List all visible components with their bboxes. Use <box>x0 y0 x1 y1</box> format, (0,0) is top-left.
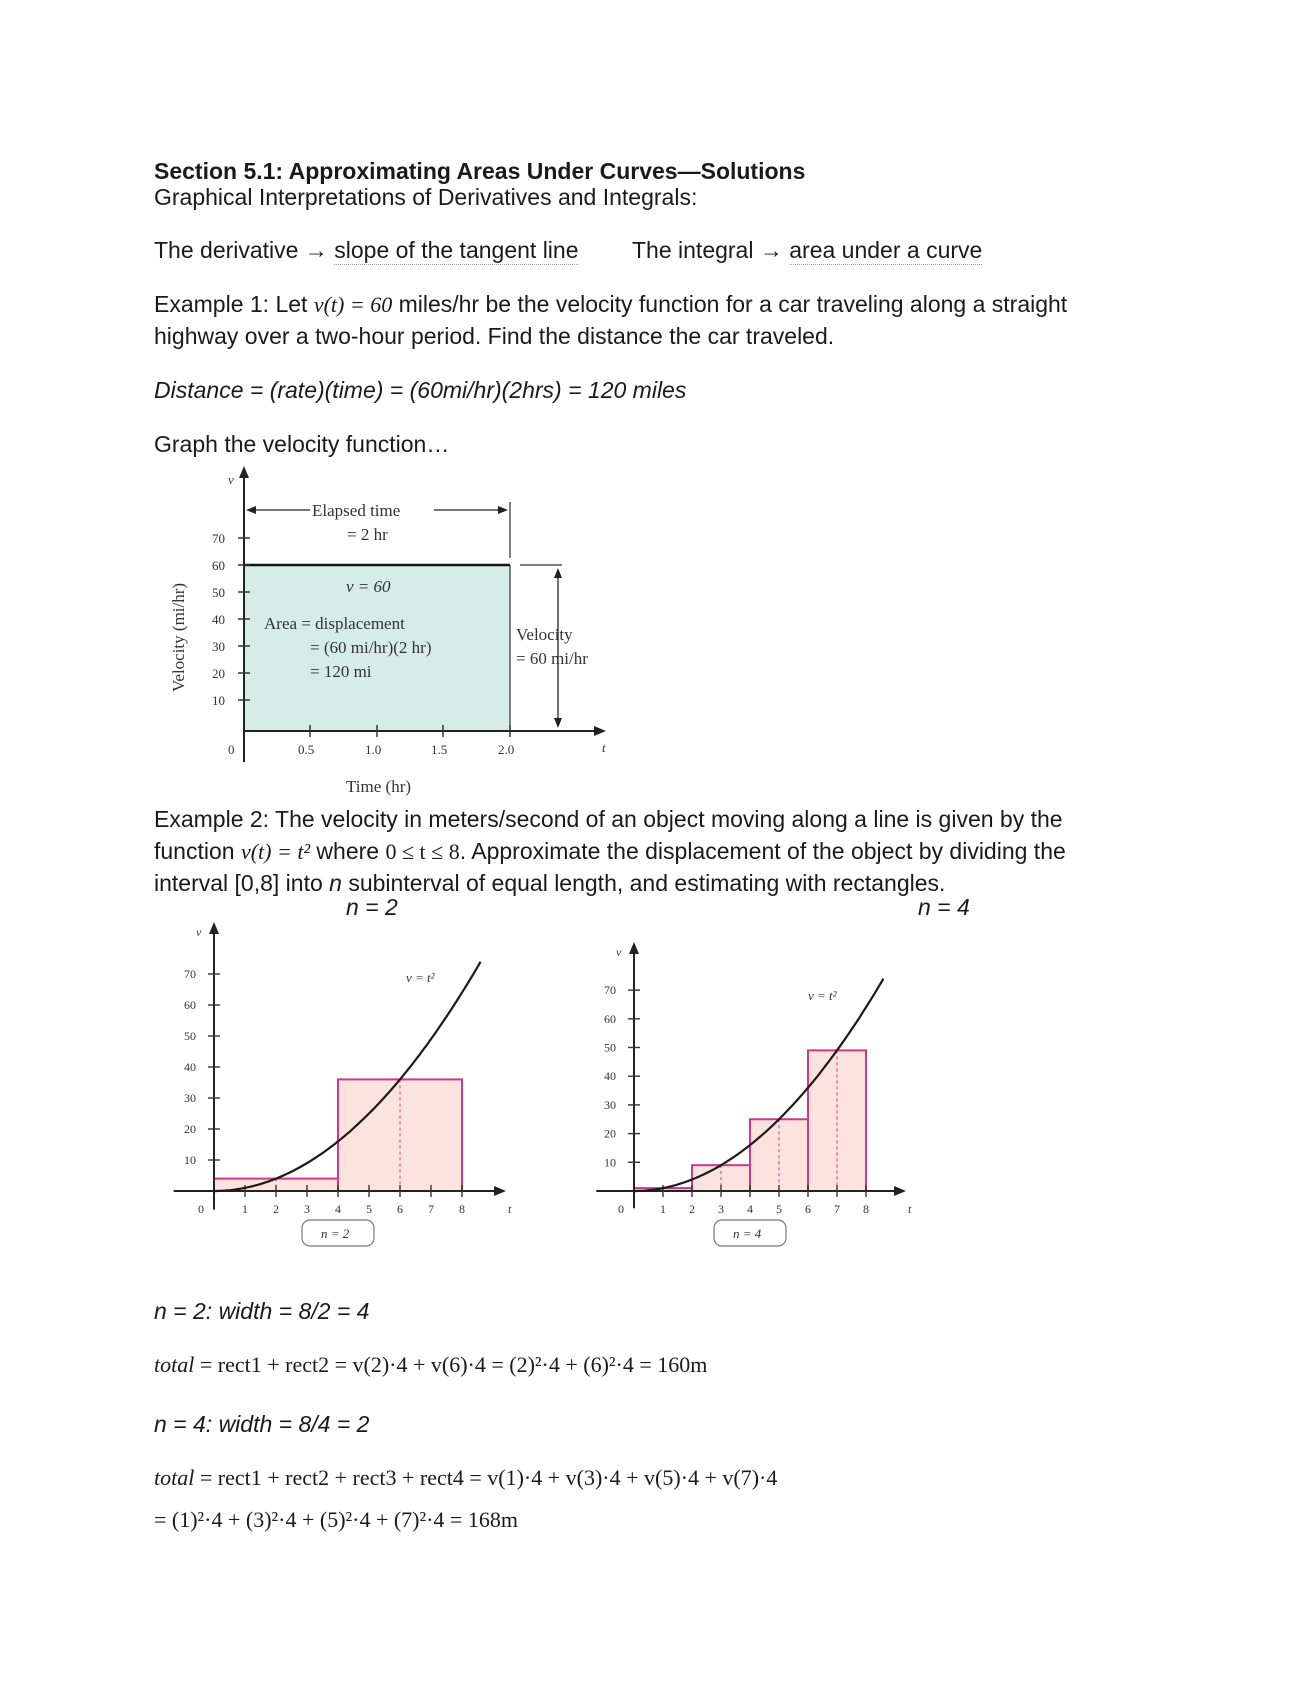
riemann-rect <box>808 1050 866 1191</box>
riemann-chart-n2 <box>168 918 528 1263</box>
n4-total-rhs: = rect1 + rect2 + rect3 + rect4 = v(1)·4 + v(3)·4 + v(5)·4 + v(7)·4 <box>194 1465 778 1490</box>
x-axis-arrow <box>594 726 606 736</box>
example2-text-c: . Approximate the displacement of the object by dividing the <box>459 838 1066 864</box>
example1-line2: highway over a two-hour period. Find the distance the car traveled. <box>154 323 835 349</box>
x-tick-label: 1.5 <box>431 742 448 757</box>
x-tick-label: 7 <box>834 1202 840 1216</box>
derivative-meaning: slope of the tangent line <box>334 237 579 263</box>
x-axis-letter: t <box>908 1202 912 1216</box>
example1-formula: v(t) = 60 <box>313 292 393 317</box>
y-tick-label: 30 <box>604 1097 616 1112</box>
x-axis-letter: t <box>508 1202 512 1216</box>
y-tick-label: 60 <box>604 1011 616 1026</box>
x-tick-label: 1 <box>660 1202 666 1216</box>
caption-label: n = 4 <box>733 1226 762 1241</box>
y-axis-letter: v <box>616 945 622 959</box>
origin-label: 0 <box>618 1202 624 1216</box>
y-tick-label: 40 <box>212 612 225 627</box>
integral-interpretation <box>632 237 982 263</box>
x-tick-label: 2 <box>689 1202 695 1216</box>
x-tick-label: 1.0 <box>365 742 382 757</box>
x-axis-arrow <box>494 1186 506 1196</box>
y-axis-letter: v <box>228 472 234 487</box>
y-tick-label: 60 <box>184 998 196 1012</box>
n2-width: n = 2: width = 8/2 = 4 <box>154 1298 370 1324</box>
y-axis-arrow <box>239 466 249 478</box>
integral-meaning: area under a curve <box>789 237 983 263</box>
page-subtitle: Graphical Interpretations of Derivatives and Integrals: <box>154 184 698 210</box>
label-n2: n = 2 <box>346 894 398 920</box>
y-tick-label: 50 <box>604 1040 616 1055</box>
elapsed-label-2: = 2 hr <box>347 525 388 544</box>
x-tick-label: 2.0 <box>498 742 515 757</box>
n2-total-rhs: = rect1 + rect2 = v(2)·4 + v(6)·4 = (2)²·4 + (6)²·4 = 160m <box>194 1352 708 1377</box>
x-tick-label: 4 <box>335 1202 341 1216</box>
elapsed-arrowhead-left <box>246 506 256 514</box>
x-tick-label: 5 <box>776 1202 782 1216</box>
example2-n: n <box>329 870 342 896</box>
curve-label: v = 60 <box>346 577 391 596</box>
area-label-1: Area = displacement <box>264 614 405 633</box>
y-tick-label: 70 <box>212 531 225 546</box>
velocity-label-1: Velocity <box>516 625 573 644</box>
elapsed-arrowhead-right <box>498 506 508 514</box>
y-axis-letter: v <box>196 925 202 939</box>
example1-line1 <box>154 291 1067 318</box>
example1-text-a: Example 1: Let <box>154 291 314 317</box>
derivative-interpretation <box>154 237 579 263</box>
example2-text-a: function <box>154 838 241 864</box>
y-tick-label: 10 <box>604 1155 616 1170</box>
example2-line2 <box>154 838 1066 865</box>
velocity-arrowhead-up <box>554 568 562 578</box>
example2-text-d: interval [0,8] into <box>154 870 330 896</box>
y-tick-label: 10 <box>184 1153 196 1167</box>
n4-width: n = 4: width = 8/4 = 2 <box>154 1411 370 1437</box>
y-tick-label: 30 <box>184 1091 196 1105</box>
y-axis-arrow <box>209 922 219 934</box>
x-axis-title: Time (hr) <box>346 777 412 796</box>
area-label-3: = 120 mi <box>310 662 372 681</box>
graph-prompt: Graph the velocity function… <box>154 431 450 457</box>
derivative-prefix: The derivative → <box>154 237 335 263</box>
y-tick-label: 40 <box>184 1060 196 1074</box>
x-tick-label: 8 <box>459 1202 465 1216</box>
y-tick-label: 20 <box>604 1126 616 1141</box>
y-tick-label: 50 <box>184 1029 196 1043</box>
example2-range: 0 ≤ t ≤ 8 <box>385 839 460 864</box>
page-title: Section 5.1: Approximating Areas Under Curves—Solutions <box>154 158 806 184</box>
y-tick-label: 70 <box>604 983 616 998</box>
example2-text-b: where <box>310 838 386 864</box>
y-tick-label: 50 <box>212 585 225 600</box>
integral-prefix: The integral → <box>632 237 790 263</box>
n4-total-line2: = (1)²·4 + (3)²·4 + (5)²·4 + (7)²·4 = 168m <box>154 1507 518 1532</box>
x-axis-arrow <box>894 1186 906 1196</box>
curve-label: v = t² <box>406 970 435 985</box>
y-tick-label: 60 <box>212 558 225 573</box>
example2-text-e: subinterval of equal length, and estimating with rectangles. <box>341 870 946 896</box>
n2-total-lhs: total <box>154 1352 195 1377</box>
y-tick-label: 70 <box>184 967 196 981</box>
y-axis-title: Velocity (mi/hr) <box>169 582 188 692</box>
curve-label: v = t² <box>808 988 837 1003</box>
example2-formula: v(t) = t² <box>240 839 311 864</box>
elapsed-label-1: Elapsed time <box>312 501 401 520</box>
velocity-arrowhead-down <box>554 718 562 728</box>
y-tick-label: 30 <box>212 639 225 654</box>
y-tick-label: 20 <box>212 666 225 681</box>
y-tick-label: 40 <box>604 1069 616 1084</box>
n2-total <box>154 1352 707 1378</box>
example1-text-b: miles/hr be the velocity function for a car traveling along a straight <box>392 291 1068 317</box>
example2-line1: Example 2: The velocity in meters/second of an object moving along a line is given by the <box>154 806 1063 832</box>
velocity-label-2: = 60 mi/hr <box>516 649 588 668</box>
x-tick-label: 5 <box>366 1202 372 1216</box>
x-tick-label: 3 <box>304 1202 310 1216</box>
x-tick-label: 4 <box>747 1202 753 1216</box>
x-tick-label: 2 <box>273 1202 279 1216</box>
x-tick-label: 3 <box>718 1202 724 1216</box>
caption-label: n = 2 <box>321 1226 350 1241</box>
origin-label: 0 <box>198 1202 204 1216</box>
label-n4: n = 4 <box>918 894 970 920</box>
example1-distance: Distance = (rate)(time) = (60mi/hr)(2hrs) = 120 miles <box>154 377 687 403</box>
x-tick-label: 8 <box>863 1202 869 1216</box>
n4-total <box>154 1465 777 1491</box>
x-axis-letter: t <box>602 740 606 755</box>
y-tick-label: 20 <box>184 1122 196 1136</box>
velocity-graph-figure <box>160 462 640 800</box>
x-tick-label: 1 <box>242 1202 248 1216</box>
x-tick-label: 0.5 <box>298 742 315 757</box>
y-tick-label: 10 <box>212 693 225 708</box>
x-tick-label: 7 <box>428 1202 434 1216</box>
x-tick-label: 6 <box>805 1202 811 1216</box>
x-tick-label: 6 <box>397 1202 403 1216</box>
example2-line3 <box>154 870 945 896</box>
area-label-2: = (60 mi/hr)(2 hr) <box>310 638 432 657</box>
n4-total-lhs: total <box>154 1465 195 1490</box>
origin-label: 0 <box>228 742 235 757</box>
y-axis-arrow <box>629 942 639 954</box>
riemann-chart-n4 <box>588 938 928 1263</box>
